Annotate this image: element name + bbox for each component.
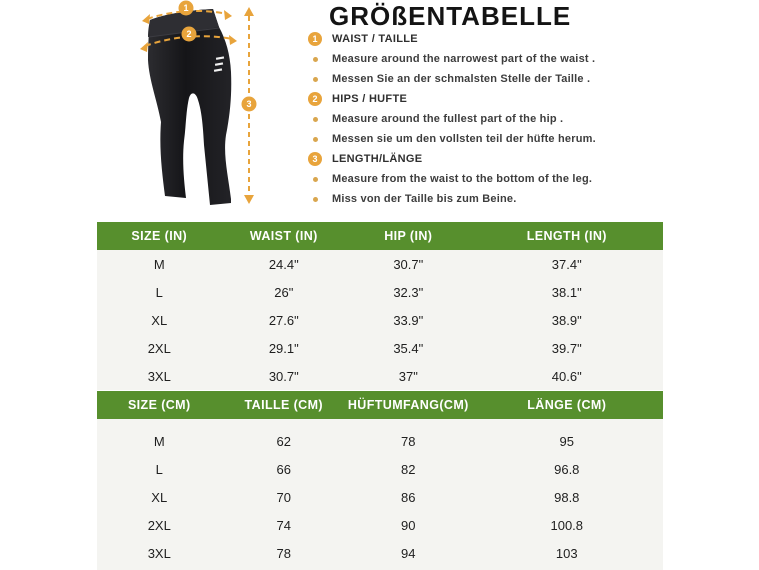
laenge-cell: 98.8 <box>554 489 580 505</box>
measurement-instructions <box>308 29 738 209</box>
instruction-title: HIPS / HUFTE <box>332 93 408 105</box>
pants-measurement-illustration <box>118 0 303 215</box>
length-cell: 39.7" <box>551 340 582 356</box>
instruction-title: WAIST / TAILLE <box>332 33 418 45</box>
table-row <box>97 539 663 567</box>
table-row <box>97 455 663 483</box>
instruction-bullet <box>308 129 738 149</box>
taille-cell: 74 <box>276 517 291 533</box>
laenge-cell: 103 <box>555 545 578 561</box>
column-header: SIZE (CM) <box>127 398 191 412</box>
instruction-bullet <box>308 69 738 89</box>
instruction-heading-length <box>308 149 738 169</box>
marker-1-label: 1 <box>183 3 189 13</box>
size-table-cm <box>97 391 663 570</box>
marker-3-label: 3 <box>246 99 252 109</box>
instruction-bullet <box>308 189 738 209</box>
size-cell: XL <box>151 489 168 505</box>
taille-cell: 78 <box>276 545 291 561</box>
bullet-text: Measure around the fullest part of the hip . <box>332 113 564 125</box>
hip-cell: 32.3" <box>393 284 424 300</box>
column-header: TAILLE (CM) <box>244 398 323 412</box>
hueftumfang-cell: 86 <box>401 489 416 505</box>
waist-cell: 26" <box>274 284 294 300</box>
waist-cell: 29.1" <box>268 340 299 356</box>
size-table-inches-header <box>97 222 663 250</box>
instruction-bullet <box>308 109 738 129</box>
table-row <box>97 362 663 390</box>
size-cell: XL <box>151 312 168 328</box>
instruction-bullet <box>308 169 738 189</box>
size-cell: M <box>153 256 165 272</box>
pants-illustration-svg <box>118 0 303 215</box>
size-table-cm-header <box>97 391 663 419</box>
size-cell: 3XL <box>147 368 171 384</box>
length-cell: 38.9" <box>551 312 582 328</box>
size-cell: 2XL <box>147 517 171 533</box>
bullet-dot-icon <box>313 57 318 62</box>
size-table-inches <box>97 222 663 390</box>
length-cell: 37.4" <box>551 256 582 272</box>
table-row <box>97 278 663 306</box>
bullet-text: Messen Sie an der schmalsten Stelle der Taille . <box>332 73 591 85</box>
marker-2-label: 2 <box>186 29 192 39</box>
taille-cell: 70 <box>276 489 291 505</box>
instruction-title: LENGTH/LÄNGE <box>332 153 423 165</box>
bullet-dot-icon <box>313 77 318 82</box>
bullet-text: Miss von der Taille bis zum Beine. <box>332 193 517 205</box>
size-table-cm-body <box>97 419 663 570</box>
table-row <box>97 306 663 334</box>
column-header: HIP (IN) <box>384 229 433 243</box>
column-header: LENGTH (IN) <box>526 229 607 243</box>
hueftumfang-cell: 94 <box>401 545 416 561</box>
size-cell: 2XL <box>147 340 171 356</box>
number-badge-3: 3 <box>308 152 322 166</box>
length-cell: 38.1" <box>551 284 582 300</box>
table-row <box>97 250 663 278</box>
instruction-heading-hips <box>308 89 738 109</box>
bullet-text: Messen sie um den vollsten teil der hüfte herum. <box>332 133 596 145</box>
size-table-inches-body <box>97 250 663 390</box>
waist-cell: 24.4" <box>268 256 299 272</box>
taille-cell: 62 <box>276 433 291 449</box>
instruction-bullet <box>308 49 738 69</box>
bullet-dot-icon <box>313 177 318 182</box>
hueftumfang-cell: 90 <box>401 517 416 533</box>
waist-cell: 30.7" <box>268 368 299 384</box>
bullet-dot-icon <box>313 137 318 142</box>
bullet-text: Measure from the waist to the bottom of the leg. <box>332 173 593 185</box>
number-badge-2: 2 <box>308 92 322 106</box>
hip-cell: 37" <box>398 368 418 384</box>
size-cell: L <box>155 461 163 477</box>
column-header: WAIST (IN) <box>249 229 318 243</box>
hip-cell: 30.7" <box>393 256 424 272</box>
column-header: SIZE (IN) <box>131 229 188 243</box>
bullet-dot-icon <box>313 117 318 122</box>
bullet-dot-icon <box>313 197 318 202</box>
number-badge-1: 1 <box>308 32 322 46</box>
hip-cell: 33.9" <box>393 312 424 328</box>
hueftumfang-cell: 78 <box>401 433 416 449</box>
waist-cell: 27.6" <box>268 312 299 328</box>
column-header: HÜFTUMFANG(CM) <box>347 398 469 412</box>
table-row <box>97 334 663 362</box>
instruction-heading-waist <box>308 29 738 49</box>
laenge-cell: 96.8 <box>554 461 580 477</box>
size-cell: M <box>153 433 165 449</box>
page-title: GRÖßENTABELLE <box>329 1 572 31</box>
column-header: LÄNGE (CM) <box>527 398 607 412</box>
hueftumfang-cell: 82 <box>401 461 416 477</box>
table-row <box>97 427 663 455</box>
size-cell: L <box>155 284 163 300</box>
laenge-cell: 100.8 <box>550 517 584 533</box>
bullet-text: Measure around the narrowest part of the waist . <box>332 53 596 65</box>
taille-cell: 66 <box>276 461 291 477</box>
size-cell: 3XL <box>147 545 171 561</box>
laenge-cell: 95 <box>559 433 574 449</box>
table-row <box>97 511 663 539</box>
length-cell: 40.6" <box>551 368 582 384</box>
table-row <box>97 483 663 511</box>
hip-cell: 35.4" <box>393 340 424 356</box>
